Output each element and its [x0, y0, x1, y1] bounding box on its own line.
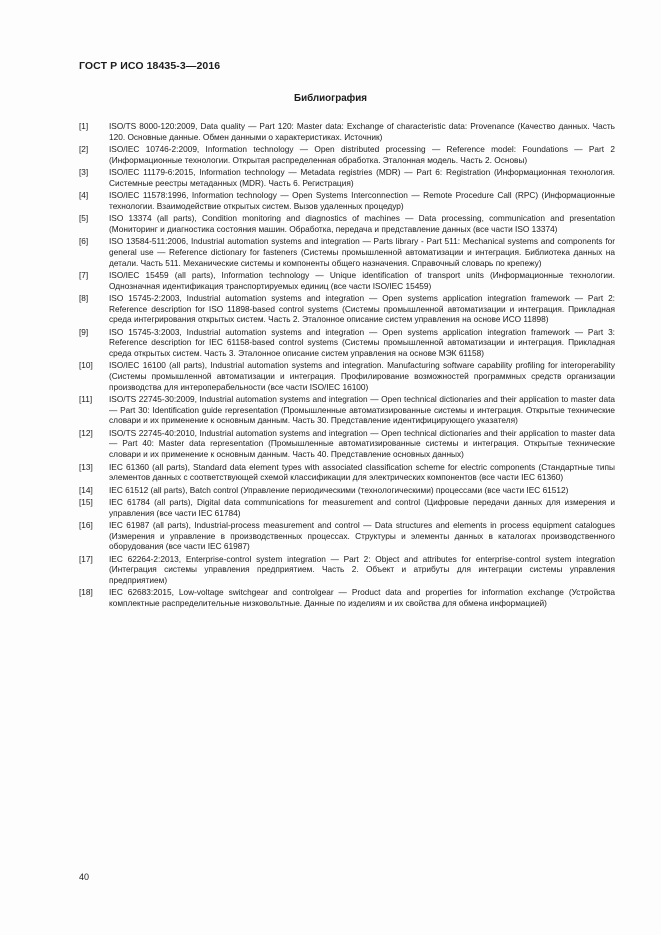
page-number: 40	[79, 872, 90, 882]
bibliography-entry-number: [14]	[79, 484, 93, 495]
bibliography-entry	[79, 462, 615, 483]
bibliography-entry	[79, 213, 615, 234]
bibliography-entry-text: IEC 61512 (all parts), Batch control (Управление периодическими (технологическими) процессами (все части IEC 61512)	[109, 484, 569, 495]
bibliography-entry	[79, 520, 615, 552]
bibliography-entry-text: IEC 61987 (all parts), Industrial-process measurement and control — Data structures and elements in process equipment catalogues (Измерения и управление в производственных процессах. Структуры и элементы данных в каталогах производственного оборудования (все части IEC 61987)	[109, 520, 615, 552]
bibliography-entry-text: ISO/IEC 16100 (all parts), Industrial automation systems and integration. Manufacturing software capability profiling for interoperability (Системы промышленной автоматизации и интеграция. Профилирование возможностей программных средств организации производства для интероперабельности (все части ISO/IEC 16100)	[109, 360, 615, 392]
bibliography-list	[79, 121, 615, 611]
bibliography-entry	[79, 485, 615, 496]
bibliography-entry	[79, 293, 615, 325]
bibliography-entry-number: [13]	[79, 461, 93, 472]
bibliography-entry-text: ISO 15745-3:2003, Industrial automation systems and integration — Open systems application integration framework — Part 3: Reference description for IEC 61158-based control systems (Системы промышленной автоматизации и интеграция. Прикладная среда открытых систем. Часть 3. Эталонное описание систем управления на основе МЭК 61158)	[109, 326, 615, 358]
bibliography-entry	[79, 394, 615, 426]
page-header-standard-id: ГОСТ Р ИСО 18435-3—2016	[79, 60, 221, 72]
bibliography-entry-text: ISO 15745-2:2003, Industrial automation systems and integration — Open systems application integration framework — Part 2: Reference description for ISO 11898-based control systems (Системы промышленной автоматизации и интеграция. Прикладная среда интегрирования открытых систем. Часть 2. Эталонное описание систем управления на основе ИСО 11898)	[109, 293, 615, 325]
bibliography-entry-number: [7]	[79, 270, 89, 281]
bibliography-entry-number: [18]	[79, 587, 93, 598]
bibliography-entry-text: IEC 62683:2015, Low-voltage switchgear and controlgear — Product data and properties for information exchange (Устройства комплектные распределительные низковольтные. Данные по изделиям и их свойства для обмена информацией)	[109, 587, 615, 609]
bibliography-entry	[79, 167, 615, 188]
bibliography-entry	[79, 554, 615, 586]
bibliography-entry	[79, 497, 615, 518]
bibliography-entry-text: ISO/IEC 10746-2:2009, Information technology — Open distributed processing — Reference model: Foundations — Part 2 (Информационные технологии. Открытая распределенная обработка. Эталонная модель. Часть 2. Основы)	[109, 144, 615, 165]
bibliography-entry	[79, 360, 615, 392]
bibliography-entry-text: IEC 62264-2:2013, Enterprise-control system integration — Part 2: Object and attributes for enterprise-control system integration (Интеграция системы управления предприятием. Часть 2. Объект и атрибуты для интеграции системы управления предприятием)	[109, 553, 615, 585]
bibliography-entry-text: ISO/TS 22745-30:2009, Industrial automation systems and integration — Open technical dictionaries and their application to master data — Part 30: Identification guide representation (Промышленные автоматизированные системы и интеграция. Открытые технические словари и их применение к основным данным. Часть 30. Представление идентифицирующего указателя)	[109, 394, 615, 426]
bibliography-entry-number: [8]	[79, 293, 89, 304]
bibliography-entry-text: ISO/TS 8000-120:2009, Data quality — Part 120: Master data: Exchange of characteristic data: Provenance (Качество данных. Часть 120. Основные данные. Обмен данными о характеристиках. Источник)	[109, 121, 615, 142]
bibliography-entry	[79, 270, 615, 291]
bibliography-entry-number: [15]	[79, 497, 93, 508]
bibliography-entry	[79, 190, 615, 211]
bibliography-entry	[79, 144, 615, 165]
bibliography-entry-number: [11]	[79, 394, 93, 405]
bibliography-entry	[79, 236, 615, 268]
bibliography-entry-number: [10]	[79, 360, 93, 371]
bibliography-entry	[79, 587, 615, 608]
bibliography-entry	[79, 121, 615, 142]
bibliography-entry-number: [1]	[79, 121, 89, 131]
bibliography-entry-number: [17]	[79, 553, 93, 564]
bibliography-entry-text: ISO 13584-511:2006, Industrial automation systems and integration — Parts library - Part 511: Mechanical systems and components for general use — Reference dictionary for fasteners (Системы промышленной автоматизации и интеграция. Библиотека данных на детали. Часть 511. Механические системы и компоненты общего назначения. Справочный словарь по крепежу)	[109, 236, 615, 268]
bibliography-entry	[79, 327, 615, 359]
bibliography-entry	[79, 428, 615, 460]
bibliography-entry-number: [5]	[79, 213, 89, 224]
bibliography-entry-text: ISO/IEC 11578:1996, Information technology — Open Systems Interconnection — Remote Procedure Call (RPC) (Информационные технологии. Взаимодействие открытых систем. Вызов удаленных процедур)	[109, 190, 615, 211]
bibliography-entry-number: [9]	[79, 326, 89, 337]
bibliography-entry-text: IEC 61784 (all parts), Digital data communications for measurement and control (Цифровые передачи данных для измерения и управления (все части IEC 61784)	[109, 497, 615, 518]
bibliography-entry-number: [16]	[79, 520, 93, 531]
bibliography-entry-number: [4]	[79, 190, 89, 201]
bibliography-entry-number: [3]	[79, 167, 89, 178]
bibliography-entry-number: [6]	[79, 236, 89, 247]
bibliography-entry-number: [12]	[79, 427, 93, 438]
bibliography-entry-text: ISO/TS 22745-40:2010, Industrial automation systems and integration — Open technical dictionaries and their application to master data — Part 40: Master data representation (Промышленные автоматизированные системы и интеграция. Открытые технические словари и их применение к основным данным. Часть 40. Представление основных данных)	[109, 427, 615, 460]
bibliography-entry-text: ISO/IEC 11179-6:2015, Information technology — Metadata registries (MDR) — Part 6: Registration (Информационная технология. Системные реестры метаданных (MDR). Часть 6. Регистрация)	[109, 167, 615, 188]
bibliography-entry-text: ISO/IEC 15459 (all parts), Information technology — Unique identification of transport units (Информационные технологии. Однозначная идентификация транспортируемых единиц (все части ISO/IEC 15459)	[109, 270, 615, 291]
bibliography-entry-number: [2]	[79, 144, 89, 155]
bibliography-title: Библиография	[294, 93, 367, 104]
bibliography-entry-text: IEC 61360 (all parts), Standard data element types with associated classification scheme for electric components (Стандартные типы элементов данных с соответствующей схемой классификации для электрических компонентов (все части IEC 61360)	[109, 461, 615, 483]
bibliography-entry-text: ISO 13374 (all parts), Condition monitoring and diagnostics of machines — Data processing, communication and presentation (Мониторинг и диагностика состояния машин. Обработка, передача и представление данных (все части ISO 13374)	[109, 213, 615, 234]
